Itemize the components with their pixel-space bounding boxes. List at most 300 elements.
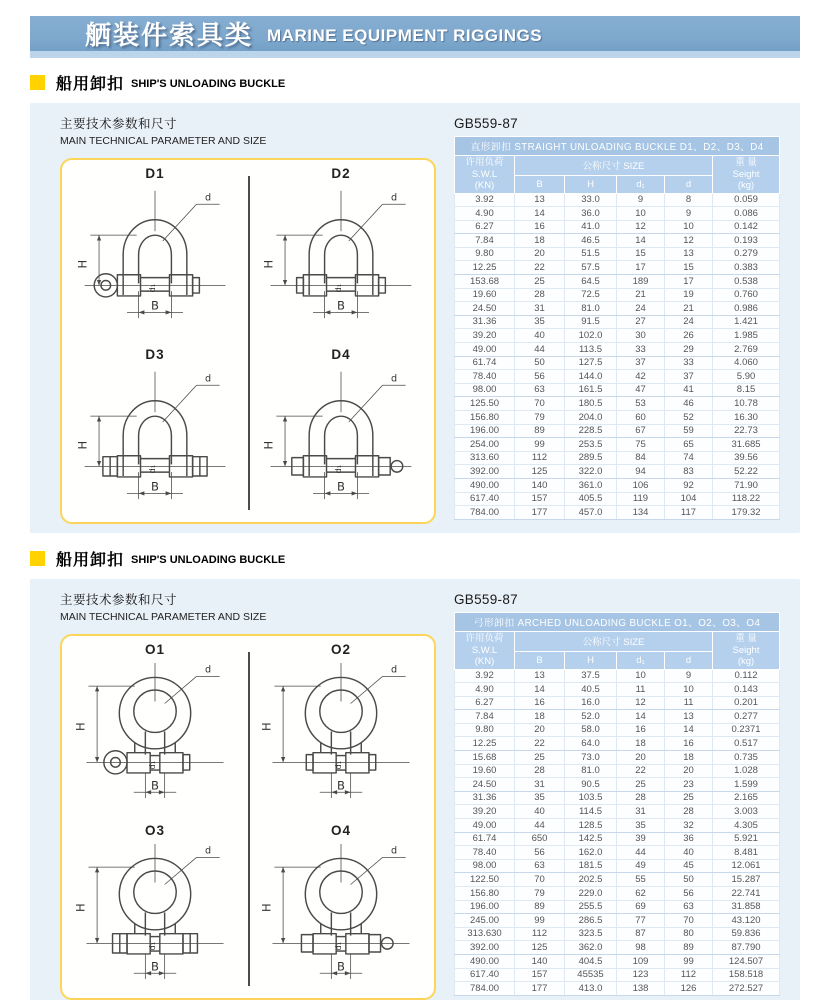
table-cell: 1.599 [713, 778, 780, 792]
table-cell: 18 [665, 751, 713, 765]
table-row [455, 383, 780, 397]
table-cell: 313.630 [455, 927, 515, 941]
table-cell: 22.73 [713, 424, 780, 438]
table-cell: 50 [665, 873, 713, 887]
table-cell: 18 [617, 737, 665, 751]
table-column-2 [454, 590, 780, 1000]
table-cell: 41.0 [565, 220, 617, 234]
table-cell: 196.00 [455, 424, 515, 438]
diagram-cell-O3 [62, 817, 248, 998]
dim-label-b: B [337, 778, 345, 793]
table-row [455, 261, 780, 275]
table-cell: 14 [515, 207, 565, 221]
table-cell: 28 [515, 288, 565, 302]
table-cell: 53 [617, 397, 665, 411]
table-cell: 61.74 [455, 832, 515, 846]
table-group-header-row [455, 632, 780, 652]
table-cell: 47 [617, 383, 665, 397]
dim-label-d1: d₁ [333, 760, 343, 770]
table-cell: 31.36 [455, 315, 515, 329]
table-cell: 16.30 [713, 411, 780, 425]
table-cell: 9 [665, 669, 713, 683]
table-cell: 81.0 [565, 302, 617, 316]
dim-label-d1: d₁ [333, 283, 343, 293]
table-cell: 144.0 [565, 370, 617, 384]
dim-label-b: B [151, 778, 159, 793]
table-row [455, 411, 780, 425]
table-cell: 28 [617, 791, 665, 805]
table-cell: 40.5 [565, 683, 617, 697]
table-cell: 78.40 [455, 370, 515, 384]
dim-label-b: B [337, 298, 345, 313]
table-cell: 322.0 [565, 465, 617, 479]
table-cell: 1.028 [713, 764, 780, 778]
table-cell: 177 [515, 982, 565, 996]
table-row [455, 683, 780, 697]
table-cell: 56 [665, 887, 713, 901]
table-cell: 98 [617, 941, 665, 955]
dim-label-d: d [390, 373, 398, 385]
table-cell: 617.40 [455, 492, 515, 506]
table-cell: 44 [515, 343, 565, 357]
dim-label-h: H [75, 259, 90, 269]
table-cell: 62 [617, 887, 665, 901]
table-cell: 39.56 [713, 451, 780, 465]
table-row [455, 356, 780, 370]
table-cell: 9 [617, 193, 665, 207]
table-cell: 405.5 [565, 492, 617, 506]
table-cell: 67 [617, 424, 665, 438]
param-title-zh: 主要技术参数和尺寸 [60, 593, 178, 607]
diagram-label: D4 [331, 347, 351, 362]
table-cell: 36.0 [565, 207, 617, 221]
col-header-d: d [665, 651, 713, 669]
table-cell: 33 [665, 356, 713, 370]
table-cell: 63 [515, 859, 565, 873]
table-row [455, 465, 780, 479]
table-cell: 39.20 [455, 329, 515, 343]
table-cell: 13 [665, 710, 713, 724]
table-cell: 24 [665, 315, 713, 329]
table-cell: 0.986 [713, 302, 780, 316]
table-cell: 43.120 [713, 914, 780, 928]
table-cell: 142.5 [565, 832, 617, 846]
table-cell: 0.383 [713, 261, 780, 275]
table-cell: 99 [515, 438, 565, 452]
table-cell: 59 [665, 424, 713, 438]
table-cell: 35 [617, 819, 665, 833]
table-cell: 65 [665, 438, 713, 452]
table-cell: 56 [515, 846, 565, 860]
banner-title-en: MARINE EQUIPMENT RIGGINGS [267, 25, 543, 45]
table-cell: 84 [617, 451, 665, 465]
table-cell: 33.0 [565, 193, 617, 207]
table-cell: 14 [515, 683, 565, 697]
dim-label-d1: d₁ [147, 941, 157, 951]
diagram-label: O2 [330, 642, 351, 657]
table-cell: 228.5 [565, 424, 617, 438]
table-cell: 49.00 [455, 343, 515, 357]
table-cell: 157 [515, 492, 565, 506]
dim-label-d1: d₁ [147, 760, 157, 770]
col-header-size: 公称尺寸 SIZE [515, 156, 713, 176]
table-cell: 4.305 [713, 819, 780, 833]
table-cell: 31 [515, 778, 565, 792]
table-cell: 16.0 [565, 696, 617, 710]
table-row [455, 478, 780, 492]
table-cell: 323.5 [565, 927, 617, 941]
table-cell: 91.5 [565, 315, 617, 329]
bow-shackle-drawing [259, 657, 423, 804]
table-cell: 8 [665, 193, 713, 207]
table-cell: 14 [617, 234, 665, 248]
table-cell: 17 [617, 261, 665, 275]
table-cell: 177 [515, 506, 565, 520]
table-cell: 104 [665, 492, 713, 506]
table-cell: 125.50 [455, 397, 515, 411]
table-cell: 18 [515, 234, 565, 248]
table-row [455, 887, 780, 901]
section-title-zh: 船用卸扣 [56, 76, 125, 93]
table-cell: 21 [665, 302, 713, 316]
table-cell: 15 [665, 261, 713, 275]
table-cell: 31 [617, 805, 665, 819]
table-cell: 204.0 [565, 411, 617, 425]
standard-label: GB559-87 [454, 116, 518, 131]
table-cell: 37.5 [565, 669, 617, 683]
table-band-row [455, 613, 780, 632]
table-cell: 52.0 [565, 710, 617, 724]
table-cell: 128.5 [565, 819, 617, 833]
diagram-cell-D2 [248, 160, 434, 341]
table-cell: 72.5 [565, 288, 617, 302]
table-cell: 158.518 [713, 968, 780, 982]
table-cell: 15 [617, 247, 665, 261]
table-cell: 12.25 [455, 737, 515, 751]
table-group-header-row [455, 156, 780, 176]
table-cell: 245.00 [455, 914, 515, 928]
table-cell: 490.00 [455, 478, 515, 492]
table-cell: 13 [515, 669, 565, 683]
table-row [455, 275, 780, 289]
table-cell: 15.68 [455, 751, 515, 765]
table-cell: 94 [617, 465, 665, 479]
table-row [455, 302, 780, 316]
table-row [455, 397, 780, 411]
table-cell: 20 [617, 751, 665, 765]
table-cell: 31 [515, 302, 565, 316]
table-row [455, 315, 780, 329]
table-cell: 125 [515, 941, 565, 955]
dim-label-h: H [75, 440, 90, 450]
table-cell: 114.5 [565, 805, 617, 819]
table-cell: 40 [515, 805, 565, 819]
table-cell: 153.68 [455, 275, 515, 289]
table-cell: 89 [665, 941, 713, 955]
table-cell: 52.22 [713, 465, 780, 479]
section-panel-1 [30, 103, 800, 533]
table-cell: 162.0 [565, 846, 617, 860]
table-cell: 18 [515, 710, 565, 724]
table-cell: 286.5 [565, 914, 617, 928]
table-cell: 0.517 [713, 737, 780, 751]
table-cell: 22 [515, 737, 565, 751]
table-cell: 112 [515, 451, 565, 465]
diagram-column-2 [60, 590, 436, 1000]
table-cell: 10 [617, 207, 665, 221]
table-cell: 46 [665, 397, 713, 411]
table-cell: 24 [617, 302, 665, 316]
table-cell: 140 [515, 478, 565, 492]
table-cell: 74 [665, 451, 713, 465]
table-cell: 12 [617, 220, 665, 234]
table-row [455, 832, 780, 846]
table-cell: 9.80 [455, 247, 515, 261]
table-cell: 55 [617, 873, 665, 887]
table-cell: 89 [515, 424, 565, 438]
table-cell: 7.84 [455, 234, 515, 248]
table-cell: 51.5 [565, 247, 617, 261]
table-cell: 161.5 [565, 383, 617, 397]
dim-label-b: B [337, 479, 345, 494]
table-cell: 31.685 [713, 438, 780, 452]
col-header-d1: d₁ [617, 175, 665, 193]
table-band-title: 弓形卸扣 ARCHED UNLOADING BUCKLE O1、O2、O3、O4 [455, 613, 780, 632]
table-row [455, 819, 780, 833]
table-cell: 70 [515, 397, 565, 411]
diagram-label: D3 [145, 347, 165, 362]
table-cell: 20 [515, 723, 565, 737]
table-cell: 69 [617, 900, 665, 914]
col-header-size: 公称尺寸 SIZE [515, 632, 713, 652]
diagram-cell-D4 [248, 341, 434, 522]
table-row [455, 764, 780, 778]
table-cell: 81.0 [565, 764, 617, 778]
bow-shackle-drawing [73, 657, 237, 804]
col-header-weight: 重 量 Seight (kg) [713, 156, 780, 194]
table-cell: 56 [515, 370, 565, 384]
dim-label-b: B [337, 959, 345, 974]
table-cell: 313.60 [455, 451, 515, 465]
yellow-bullet-icon [30, 551, 45, 566]
table-cell: 30 [617, 329, 665, 343]
table-cell: 3.92 [455, 193, 515, 207]
table-cell: 16 [515, 696, 565, 710]
table-row [455, 424, 780, 438]
table-row [455, 370, 780, 384]
param-title-en: MAIN TECHNICAL PARAMETER AND SIZE [60, 135, 267, 147]
table-cell: 17 [665, 275, 713, 289]
table-cell: 490.00 [455, 954, 515, 968]
table-cell: 26 [665, 329, 713, 343]
table-cell: 10 [665, 683, 713, 697]
dim-label-d: d [204, 664, 212, 676]
table-cell: 103.5 [565, 791, 617, 805]
table-cell: 27 [617, 315, 665, 329]
table-cell: 57.5 [565, 261, 617, 275]
table-cell: 45 [665, 859, 713, 873]
table-cell: 39.20 [455, 805, 515, 819]
table-row [455, 900, 780, 914]
table-cell: 31.36 [455, 791, 515, 805]
table-cell: 0.201 [713, 696, 780, 710]
table-row [455, 941, 780, 955]
table-cell: 31.858 [713, 900, 780, 914]
dim-label-d: d [390, 845, 398, 857]
table-cell: 44 [515, 819, 565, 833]
dim-label-h: H [261, 259, 276, 269]
table-cell: 19.60 [455, 288, 515, 302]
table-cell: 8.481 [713, 846, 780, 860]
table-row [455, 710, 780, 724]
table-row [455, 859, 780, 873]
table-cell: 119 [617, 492, 665, 506]
table-cell: 37 [617, 356, 665, 370]
table-cell: 21 [617, 288, 665, 302]
table-row [455, 492, 780, 506]
diagram-column-1 [60, 114, 436, 533]
dim-label-h: H [73, 722, 88, 731]
table-row [455, 506, 780, 520]
table-cell: 4.90 [455, 683, 515, 697]
col-header-swl: 许用负荷 S.W.L (KN) [455, 632, 515, 670]
table-cell: 404.5 [565, 954, 617, 968]
table-cell: 59.836 [713, 927, 780, 941]
table-cell: 19.60 [455, 764, 515, 778]
table-cell: 46.5 [565, 234, 617, 248]
table-row [455, 737, 780, 751]
table-cell: 28 [665, 805, 713, 819]
diagram-label: O4 [330, 823, 351, 838]
diagram-cell-O1 [62, 636, 248, 817]
table-cell: 33 [617, 343, 665, 357]
table-row [455, 207, 780, 221]
diagram-cell-O2 [248, 636, 434, 817]
table-cell: 181.5 [565, 859, 617, 873]
param-title-zh: 主要技术参数和尺寸 [60, 117, 178, 131]
table-row [455, 873, 780, 887]
table-cell: 52 [665, 411, 713, 425]
table-cell: 12.061 [713, 859, 780, 873]
table-row [455, 805, 780, 819]
col-header-h: H [565, 175, 617, 193]
table-cell: 73.0 [565, 751, 617, 765]
col-header-b: B [515, 175, 565, 193]
dim-label-h: H [73, 903, 88, 912]
table-cell: 44 [617, 846, 665, 860]
table-cell: 7.84 [455, 710, 515, 724]
table-cell: 28 [515, 764, 565, 778]
table-cell: 16 [515, 220, 565, 234]
table-cell: 1.985 [713, 329, 780, 343]
table-cell: 229.0 [565, 887, 617, 901]
table-cell: 83 [665, 465, 713, 479]
table-cell: 2.769 [713, 343, 780, 357]
table-cell: 80 [665, 927, 713, 941]
table-head [455, 137, 780, 194]
table-cell: 0.2371 [713, 723, 780, 737]
table-cell: 13 [665, 247, 713, 261]
dim-label-h: H [261, 440, 276, 450]
table-cell: 1.421 [713, 315, 780, 329]
table-cell: 29 [665, 343, 713, 357]
section-title-zh: 船用卸扣 [56, 552, 125, 569]
dee-shackle-drawing [259, 362, 423, 507]
table-cell: 113.5 [565, 343, 617, 357]
table-cell: 272.527 [713, 982, 780, 996]
section-title-en: SHIP'S UNLOADING BUCKLE [131, 78, 286, 90]
table-cell: 0.142 [713, 220, 780, 234]
col-header-d: d [665, 175, 713, 193]
table-cell: 20 [665, 764, 713, 778]
col-header-h: H [565, 651, 617, 669]
table-cell: 79 [515, 411, 565, 425]
table-row [455, 329, 780, 343]
table-cell: 58.0 [565, 723, 617, 737]
table-row [455, 220, 780, 234]
dim-label-d: d [390, 664, 398, 676]
table-cell: 0.112 [713, 669, 780, 683]
spec-table-arched-buckle [454, 612, 780, 996]
table-cell: 392.00 [455, 465, 515, 479]
dim-label-h: H [259, 722, 274, 731]
table-cell: 127.5 [565, 356, 617, 370]
table-cell: 11 [665, 696, 713, 710]
table-cell: 78.40 [455, 846, 515, 860]
table-cell: 23 [665, 778, 713, 792]
section-heading-2 [30, 547, 800, 570]
dim-label-d1: d₁ [147, 464, 157, 474]
table-body [455, 669, 780, 995]
table-cell: 122.50 [455, 873, 515, 887]
dim-label-d: d [204, 845, 212, 857]
table-cell: 99 [665, 954, 713, 968]
table-row [455, 778, 780, 792]
dim-label-d: d [390, 192, 398, 204]
table-cell: 10 [665, 220, 713, 234]
table-cell: 0.279 [713, 247, 780, 261]
table-cell: 77 [617, 914, 665, 928]
table-cell: 117 [665, 506, 713, 520]
table-cell: 49 [617, 859, 665, 873]
table-cell: 60 [617, 411, 665, 425]
page-banner [30, 16, 800, 58]
table-cell: 5.921 [713, 832, 780, 846]
table-cell: 6.27 [455, 220, 515, 234]
table-cell: 413.0 [565, 982, 617, 996]
table-band-row [455, 137, 780, 156]
table-cell: 98.00 [455, 383, 515, 397]
table-cell: 392.00 [455, 941, 515, 955]
table-cell: 179.32 [713, 506, 780, 520]
table-cell: 126 [665, 982, 713, 996]
table-cell: 16 [617, 723, 665, 737]
table-cell: 20 [515, 247, 565, 261]
table-cell: 2.165 [713, 791, 780, 805]
table-cell: 25 [515, 275, 565, 289]
table-cell: 90.5 [565, 778, 617, 792]
dee-shackle-drawing [259, 181, 423, 326]
table-cell: 102.0 [565, 329, 617, 343]
shackle-diagram-box-bow [60, 634, 436, 1000]
table-cell: 71.90 [713, 478, 780, 492]
table-cell: 361.0 [565, 478, 617, 492]
table-cell: 64.5 [565, 275, 617, 289]
table-row [455, 751, 780, 765]
table-cell: 42 [617, 370, 665, 384]
table-cell: 125 [515, 465, 565, 479]
table-row [455, 193, 780, 207]
